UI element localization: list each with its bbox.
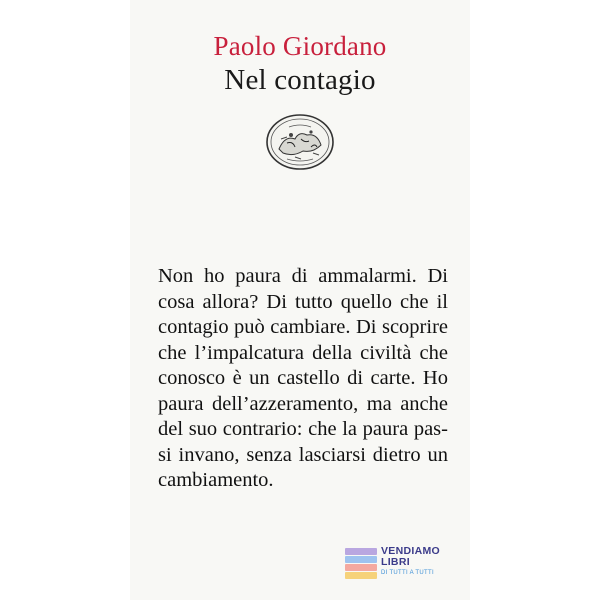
badge-tagline: DI TUTTI A TUTTI <box>381 570 434 576</box>
blurb-line: si invano, senza lasciarsi dietro un <box>158 443 448 466</box>
stack-bar <box>345 564 377 571</box>
vendiamo-libri-badge <box>345 540 455 584</box>
badge-line-1: VENDIAMO <box>381 545 440 557</box>
blurb-line: cosa allora? Di tutto quello che il <box>158 290 448 313</box>
badge-title <box>381 546 440 568</box>
stack-bar <box>345 548 377 555</box>
blurb-line: contagio può cambiare. Di scoprire <box>158 316 448 338</box>
stack-bar <box>345 556 377 563</box>
stack-bar <box>345 572 377 579</box>
publisher-emblem-icon <box>265 113 335 171</box>
book-author: Paolo Giordano <box>213 31 387 61</box>
blurb-line: cambiamento. <box>158 469 274 491</box>
blurb-line: che l’impalcatura della civiltà che <box>158 341 448 364</box>
blurb-line: conosco è un castello di carte. Ho <box>158 367 448 389</box>
book-stack-icon <box>345 548 377 580</box>
cover-blurb <box>158 264 448 494</box>
blurb-line: del suo contrario: che la paura pas- <box>158 418 448 440</box>
blurb-line: paura dell’azzeramento, ma anche <box>158 392 448 415</box>
badge-line-2: LIBRI <box>381 556 410 568</box>
book-title: Nel contagio <box>224 64 376 96</box>
blurb-line: Non ho paura di ammalarmi. Di <box>158 265 448 287</box>
